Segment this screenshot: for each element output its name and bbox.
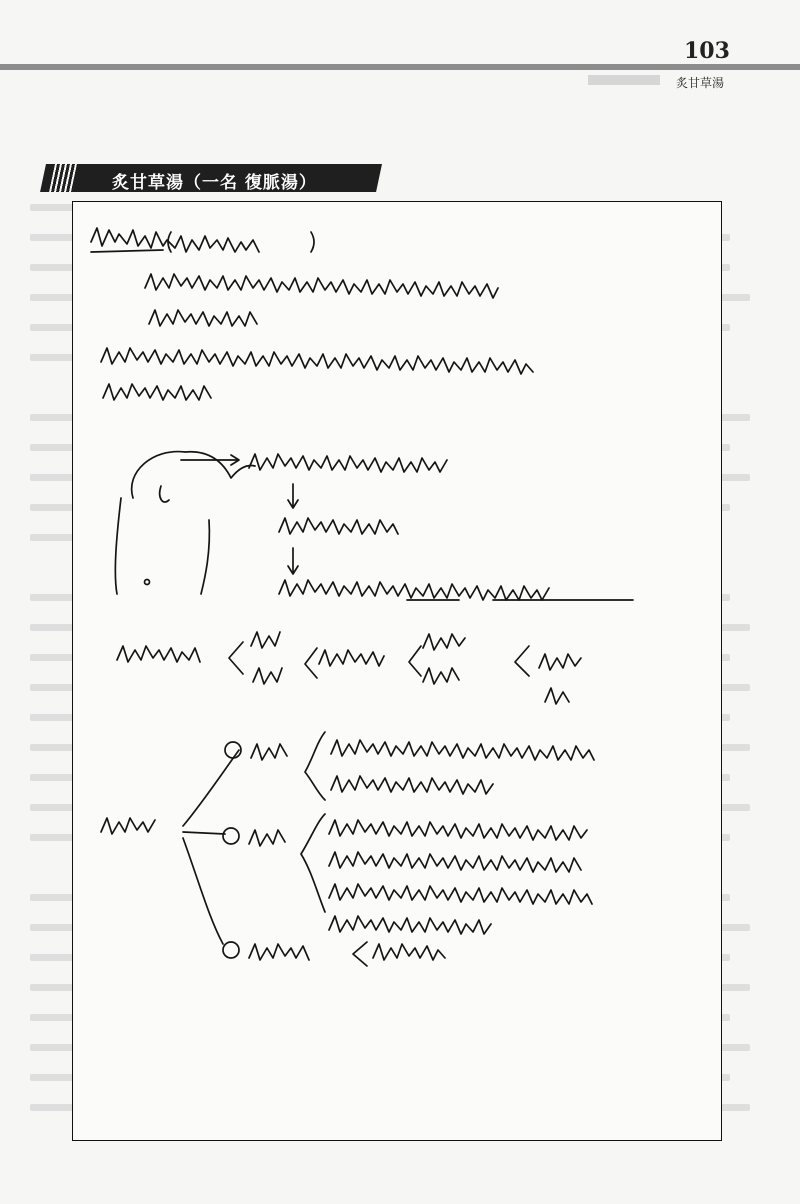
handwritten-notes xyxy=(72,201,722,1141)
header-tag xyxy=(588,75,660,85)
handwriting-drawing xyxy=(73,202,721,1140)
running-title: 炙甘草湯 xyxy=(676,76,725,90)
section-title: 炙甘草湯（一名 復脈湯） xyxy=(112,173,317,193)
page-number: 103 xyxy=(684,38,730,64)
header-rule xyxy=(0,64,800,70)
